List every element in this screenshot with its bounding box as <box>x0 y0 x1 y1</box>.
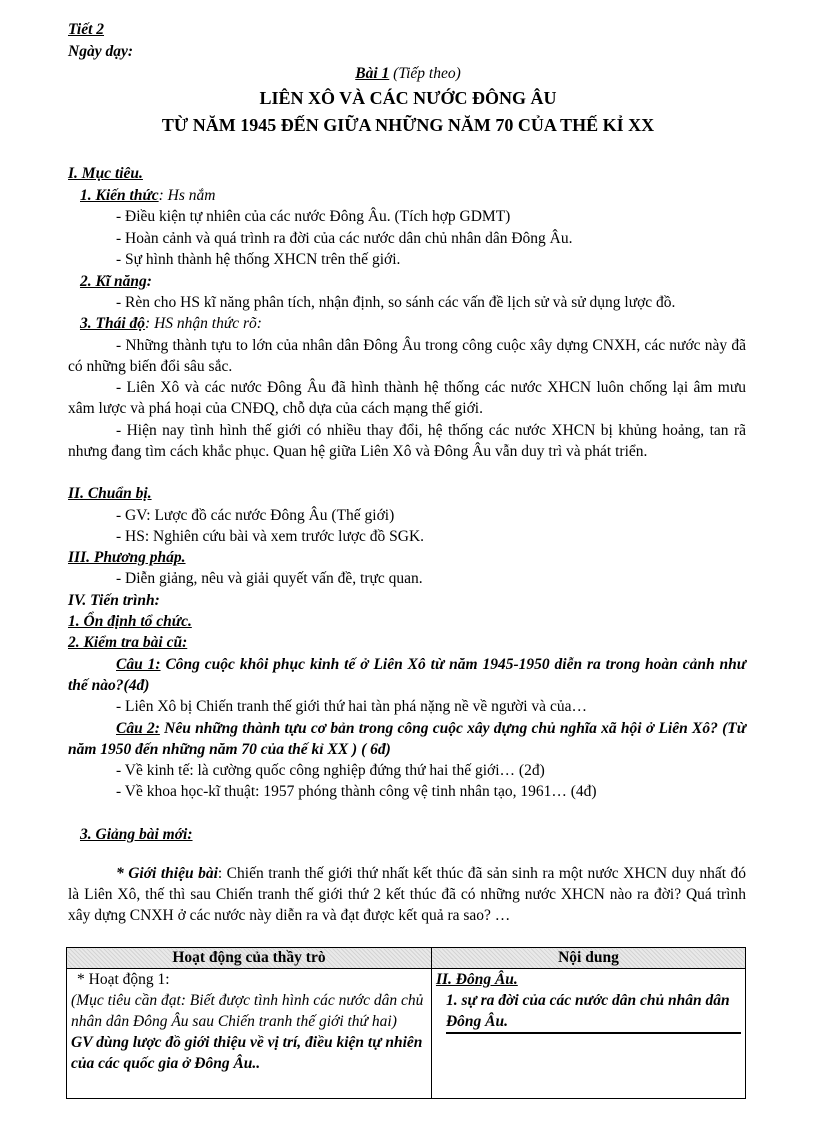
knowledge-item: - Điều kiện tự nhiên của các nước Đông Âu. (Tích hợp GDMT) <box>116 208 511 225</box>
lesson-title-line-1: LIÊN XÔ VÀ CÁC NƯỚC ĐÔNG ÂU <box>259 88 557 108</box>
attitude-item: - Liên Xô và các nước Đông Âu đã hình thành hệ thống các nước XHCN luôn chống lại âm mưu xâm lược và phá hoại của CNĐQ, chỗ dựa của cách mạng thế giới. <box>68 379 746 417</box>
activity-1-teacher-step: GV dùng lược đồ giới thiệu về vị trí, điều kiện tự nhiên của các quốc gia ở Đông Âu.. <box>71 1034 423 1072</box>
question-2-answer: - Về kinh tế: là cường quốc công nghiệp đứng thứ hai thế giới… (2đ) <box>116 762 545 779</box>
attitude-heading-line <box>80 314 262 334</box>
activity-table <box>66 947 746 1099</box>
activity-1-goal: (Mục tiêu cần đạt: Biết được tình hình các nước dân chủ nhân dân Đông Âu sau Chiến tranh thế giới thứ hai) <box>71 992 424 1030</box>
objectives-heading: I. Mục tiêu. <box>68 165 143 182</box>
question-2 <box>68 718 746 760</box>
intro-label: * Giới thiệu bài <box>116 865 218 882</box>
lesson-number: Bài 1 <box>355 65 390 82</box>
attitude-item: - Hiện nay tình hình thế giới có nhiều thay đổi, hệ thống các nước XHCN bị khủng hoảng, tan rã nhưng đang tìm cách khắc phục. Quan hệ giữa Liên Xô và Đông Âu vẫn duy trì và phát triển. <box>68 422 746 460</box>
column-header-content: Nội dung <box>431 948 745 969</box>
preparation-heading: II. Chuẩn bị. <box>68 485 152 502</box>
date-label: Ngày dạy: <box>68 43 133 60</box>
activity-table-header-row <box>67 948 746 969</box>
skills-heading: 2. Kĩ năng <box>80 273 147 290</box>
skills-item: - Rèn cho HS kĩ năng phân tích, nhận định, so sánh các vấn đề lịch sử và sử dụng lược đồ. <box>116 294 676 311</box>
methods-item: - Diễn giảng, nêu và giải quyết vấn đề, trực quan. <box>116 570 423 587</box>
column-header-activities: Hoạt động của thầy trò <box>67 948 432 969</box>
content-section-heading: II. Đông Âu. <box>435 971 518 988</box>
skills-heading-line <box>80 272 152 292</box>
activity-cell <box>67 969 432 1099</box>
question-2-label: Câu 2: <box>116 720 160 737</box>
question-2-answer: - Về khoa học-kĩ thuật: 1957 phóng thành công vệ tinh nhân tạo, 1961… (4đ) <box>116 783 597 800</box>
attitude-heading: 3. Thái độ <box>80 315 146 332</box>
skills-suffix: : <box>146 273 152 290</box>
knowledge-item: - Hoàn cảnh và quá trình ra đời của các nước dân chủ nhân dân Đông Âu. <box>116 230 573 247</box>
question-1 <box>68 654 746 696</box>
lesson-continued: (Tiếp theo) <box>393 65 461 82</box>
knowledge-suffix: : Hs nắm <box>158 187 216 204</box>
period-label: Tiết 2 <box>68 21 105 38</box>
question-1-answer: - Liên Xô bị Chiến tranh thế giới thứ hai tàn phá nặng nề về người và của… <box>116 698 587 715</box>
content-cell <box>431 969 745 1099</box>
preparation-item: - GV: Lược đồ các nước Đông Âu (Thế giới) <box>116 507 395 524</box>
intro-text: : Chiến tranh thế giới thứ nhất kết thúc đã sản sinh ra một nước XHCN duy nhất đó là Liên Xô, thế thì sau Chiến tranh thế giới thứ 2 kết thúc đã có những nước XHCN nào ra đời? Quá trình xây dựng CNXH ở các nước này diễn ra và đạt được kết quả ra sao? … <box>68 865 746 924</box>
procedure-step-2: 2. Kiểm tra bài cũ: <box>68 634 188 651</box>
knowledge-heading: 1. Kiến thức <box>80 187 159 204</box>
activity-table-row <box>67 969 746 1099</box>
question-1-label: Câu 1: <box>116 656 161 673</box>
lesson-introduction <box>68 863 746 926</box>
attitude-suffix: : HS nhận thức rõ: <box>145 315 262 332</box>
procedure-heading: IV. Tiến trình: <box>68 592 160 609</box>
content-subsection-heading: 1. sự ra đời của các nước dân chủ nhân dân Đông Âu. <box>436 990 741 1034</box>
knowledge-heading-line <box>80 186 215 206</box>
procedure-step-3: 3. Giảng bài mới: <box>80 826 193 843</box>
methods-heading: III. Phương pháp. <box>68 549 186 566</box>
preparation-item: - HS: Nghiên cứu bài và xem trước lược đồ SGK. <box>116 528 425 545</box>
attitude-item: - Những thành tựu to lớn của nhân dân Đông Âu trong công cuộc xây dựng CNXH, các nước này đã có những biến đổi sâu sắc. <box>68 337 746 375</box>
activity-1-label: * Hoạt động 1: <box>77 971 170 988</box>
question-2-text: Nêu những thành tựu cơ bản trong công cuộc xây dựng chủ nghĩa xã hội ở Liên Xô? (Từ năm 1950 đến những năm 70 của thế kỉ XX ) ( 6đ) <box>68 720 747 758</box>
lesson-title-line-2: TỪ NĂM 1945 ĐẾN GIỮA NHỮNG NĂM 70 CỦA THẾ KỈ XX <box>161 115 655 135</box>
procedure-step-1: 1. Ổn định tổ chức. <box>68 613 192 630</box>
lesson-number-line <box>0 64 816 84</box>
question-1-text: Công cuộc khôi phục kinh tế ở Liên Xô từ năm 1945-1950 diễn ra trong hoàn cảnh như thế nào?(4đ) <box>68 656 746 694</box>
knowledge-item: - Sự hình thành hệ thống XHCN trên thế giới. <box>116 251 401 268</box>
